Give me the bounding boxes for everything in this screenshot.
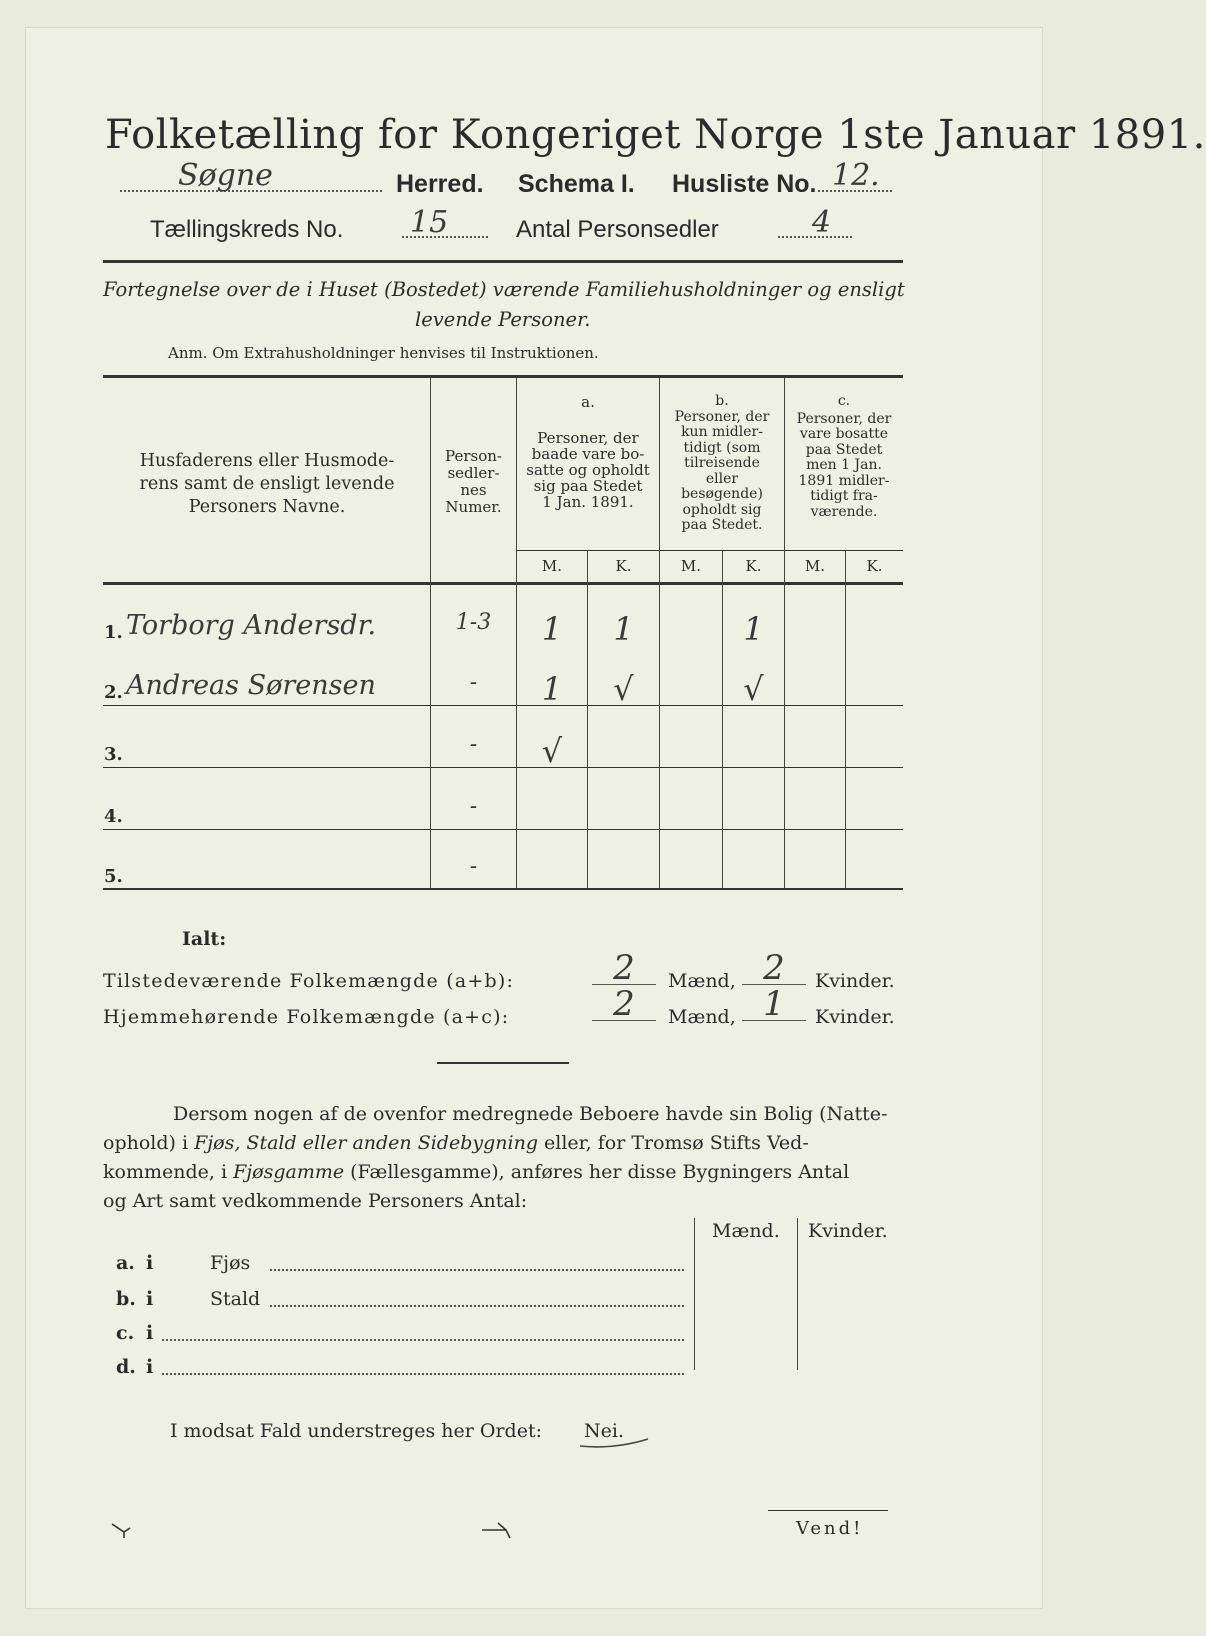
col-c-line-1: Personer, der <box>796 410 892 427</box>
kreds-label: Tællingskreds No. <box>150 216 344 243</box>
tilstede-maend: Mænd, <box>668 970 736 992</box>
buildings-line-1: Dersom nogen af de ovenfor medregnede Beboere havde sin Bolig (Natte- <box>173 1103 888 1125</box>
col-b-m: M. <box>680 557 702 575</box>
col-b-line-3: tidigt (som <box>683 439 761 456</box>
table-bottom-rule <box>103 888 903 890</box>
cell-am: 1 <box>541 670 563 708</box>
herred-value: Søgne <box>178 158 273 193</box>
husliste-label: Husliste No. <box>672 170 817 198</box>
cell-numer: - <box>469 854 478 879</box>
col-b-line-5: eller <box>705 470 739 487</box>
header-rule <box>103 260 903 263</box>
col-c-line-5: 1891 midler- <box>798 472 890 489</box>
cell-numer: - <box>469 670 478 695</box>
col-num-line-3: nes <box>460 481 487 499</box>
vend-text: Vend! <box>796 1518 864 1539</box>
col-a-k: K. <box>615 557 632 575</box>
building-row-letter: c. <box>116 1322 135 1344</box>
col-num-line-2: sedler- <box>447 464 500 482</box>
form-title: Folketælling for Kongeriget Norge 1ste Januar 1891. <box>105 112 1206 158</box>
schema-label: Schema I. <box>518 170 635 198</box>
row-number: 2. <box>104 682 123 703</box>
col-header-b <box>660 394 784 534</box>
buildings-line-4: og Art samt vedkommende Personers Antal: <box>103 1190 528 1212</box>
cell-numer: 1-3 <box>455 610 492 635</box>
buildings-col-divider-1 <box>694 1218 695 1370</box>
row-number: 1. <box>104 622 123 643</box>
row-name: Andreas Sørensen <box>126 670 376 701</box>
building-row-i: i <box>146 1322 154 1344</box>
col-num-line-1: Person- <box>445 447 502 465</box>
building-row-letter: b. <box>116 1288 136 1310</box>
buildings-col-divider-2 <box>797 1218 798 1370</box>
col-a-line-4: sig paa Stedet <box>533 477 643 495</box>
building-row-dots <box>270 1269 684 1271</box>
buildings-line-3c: (Fællesgamme), anføres her disse Bygningers Antal <box>344 1161 850 1183</box>
col-header-a <box>517 394 659 510</box>
building-row-label: Stald <box>210 1288 261 1310</box>
col-c-letter: c. <box>837 393 851 409</box>
col-a-line-5: 1 Jan. 1891. <box>542 493 634 511</box>
buildings-line-2b: Fjøs, Stald eller anden Sidebygning <box>194 1132 538 1154</box>
col-b-letter: b. <box>715 393 729 409</box>
census-form-page <box>26 28 1042 1608</box>
buildings-line-3b: Fjøsgamme <box>233 1161 345 1183</box>
hjemme-label: Hjemmehørende Folkemængde (a+c): <box>103 1006 510 1028</box>
tilstede-label: Tilstedeværende Folkemængde (a+b): <box>103 970 515 992</box>
col-names-line-3: Personers Navne. <box>188 497 346 517</box>
col-b-line-6: besøgende) <box>681 486 763 502</box>
building-row-letter: d. <box>116 1356 136 1378</box>
corner-mark-center <box>480 1520 514 1540</box>
cell-am: 1 <box>541 610 563 648</box>
row-rule-2 <box>103 767 903 768</box>
hjemme-maend: Mænd, <box>668 1006 736 1028</box>
hjemme-kvinder: Kvinder. <box>815 1006 895 1028</box>
intro-line-1: Fortegnelse over de i Huset (Bostedet) værende Familiehusholdninger og ensligt <box>103 278 905 301</box>
cell-ak: √ <box>613 670 634 708</box>
col-b-k: K. <box>745 557 762 575</box>
col-header-numer <box>431 448 516 516</box>
cell-ak: 1 <box>613 610 634 648</box>
tilstede-k-value: 2 <box>763 948 785 988</box>
nei-underline <box>578 1436 652 1450</box>
buildings-paragraph <box>103 1100 903 1216</box>
col-a-line-2: baade vare bo- <box>531 445 645 463</box>
col-c-line-6: tidigt fra- <box>810 488 878 504</box>
buildings-col-maend: Mænd. <box>712 1220 780 1242</box>
col-names-line-2: rens samt de ensligt levende <box>139 474 395 494</box>
building-row-i: i <box>146 1356 154 1378</box>
cell-numer: - <box>469 732 478 757</box>
tilstede-kvinder: Kvinder. <box>815 970 895 992</box>
building-row-dots <box>270 1305 684 1307</box>
col-a-letter: a. <box>581 393 595 411</box>
row-number: 5. <box>104 866 123 887</box>
building-row-label: Fjøs <box>210 1252 251 1274</box>
col-a-line-1: Personer, der <box>537 429 639 447</box>
col-a-line-3: satte og opholdt <box>526 461 650 479</box>
buildings-line-2c: eller, for Tromsø Stifts Ved- <box>537 1132 809 1154</box>
kreds-value: 15 <box>410 205 449 240</box>
hjemme-k-value: 1 <box>763 984 785 1024</box>
col-divider-b-mk <box>722 550 723 888</box>
buildings-line-2a: ophold) i <box>103 1132 195 1154</box>
col-divider-c-mk <box>845 550 846 888</box>
row-rule-3 <box>103 829 903 830</box>
building-row-i: i <box>146 1288 154 1310</box>
husliste-value: 12. <box>832 158 880 193</box>
row-number: 4. <box>104 806 123 827</box>
col-c-m: M. <box>804 557 826 575</box>
cell-bk: √ <box>743 670 764 708</box>
modsat-text: I modsat Fald understreges her Ordet: <box>170 1420 542 1442</box>
nei-word: Nei. <box>584 1420 624 1442</box>
cell-bk: 1 <box>743 610 764 648</box>
col-b-line-4: tilreisende <box>684 455 760 471</box>
building-row-i: i <box>146 1252 154 1274</box>
col-b-line-1: Personer, der <box>674 408 770 425</box>
col-names-line-1: Husfaderens eller Husmode- <box>139 451 395 471</box>
tilstede-m-value: 2 <box>613 948 635 988</box>
herred-label: Herred. <box>396 170 484 198</box>
col-b-line-7: opholdt sig <box>682 501 762 518</box>
col-c-line-4: men 1 Jan. <box>806 457 882 473</box>
row-name: Torborg Andersdr. <box>126 610 377 641</box>
section-divider <box>437 1062 569 1064</box>
col-a-m: M. <box>541 557 563 575</box>
buildings-line-3a: kommende, i <box>103 1161 234 1183</box>
antal-value: 4 <box>812 205 832 240</box>
building-row-dots <box>162 1373 684 1375</box>
cell-numer: - <box>469 794 478 819</box>
col-c-line-2: vare bosatte <box>799 426 889 442</box>
buildings-line-3 <box>103 1158 903 1187</box>
col-divider-a-mk <box>587 550 588 888</box>
buildings-line-2 <box>103 1129 903 1158</box>
vend-rule <box>768 1510 888 1511</box>
col-num-line-4: Numer. <box>445 498 502 516</box>
anm-note: Anm. Om Extrahusholdninger henvises til Instruktionen. <box>168 344 599 362</box>
table-header-rule <box>103 582 903 585</box>
corner-mark-left <box>110 1522 136 1540</box>
col-header-c <box>785 394 903 520</box>
building-row-dots <box>162 1339 684 1341</box>
col-header-names <box>104 450 430 519</box>
row-number: 3. <box>104 744 123 765</box>
building-row-letter: a. <box>116 1252 135 1274</box>
col-c-k: K. <box>866 557 883 575</box>
col-b-line-8: paa Stedet. <box>681 517 763 533</box>
antal-label: Antal Personsedler <box>516 216 719 243</box>
table-top-rule <box>103 375 903 378</box>
col-c-line-3: paa Stedet <box>805 441 883 458</box>
ialt-label: Ialt: <box>182 928 227 950</box>
col-b-line-2: kun midler- <box>681 424 763 440</box>
buildings-col-kvinder: Kvinder. <box>808 1220 888 1242</box>
col-c-line-7: værende. <box>810 503 878 520</box>
cell-am: √ <box>541 732 563 770</box>
hjemme-m-value: 2 <box>613 984 635 1024</box>
intro-line-2: levende Personer. <box>415 308 591 331</box>
